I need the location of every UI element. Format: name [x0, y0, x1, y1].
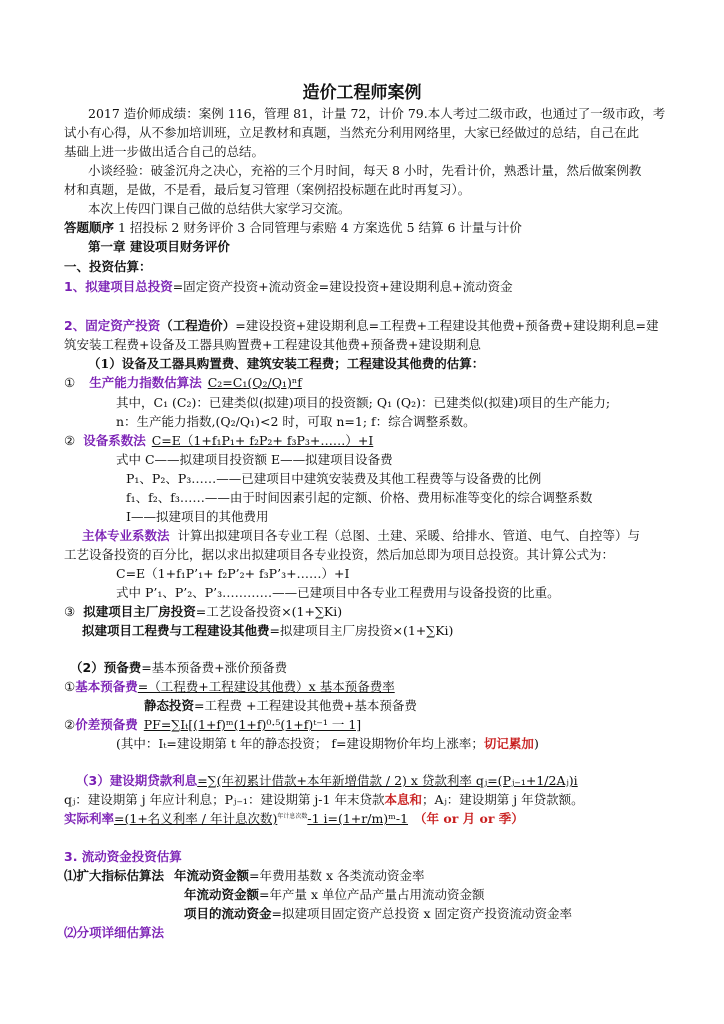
fixed-asset-line-2: 筑安装工程费+设备及工器具购置费+工程建设其他费+预备费+建设期利息 — [64, 337, 481, 352]
static-investment-label: 静态投资 — [144, 698, 195, 713]
chapter-heading: 第一章 建设项目财务评价 — [88, 239, 230, 254]
page-title: 造价工程师案例 — [302, 83, 422, 103]
total-investment-text: =固定资产投资+流动资金=建设投资+建设期利息+流动资金 — [172, 279, 513, 294]
method-3-note: 式中 P’₁、P’₂、P’₃…………——已建项目中各专业工程费用与设备投资的比重。 — [116, 585, 560, 600]
fixed-asset-line-1 — [64, 318, 659, 334]
loan-note-text-a: qⱼ：建设期第 j 年应计利息；Pⱼ₋₁：建设期第 j-1 年末贷款 — [64, 792, 385, 807]
method-1-formula: C₂=C₁(Q₂/Q₁)ⁿf — [207, 375, 302, 390]
price-reserve-label: 价差预备费 — [75, 717, 138, 732]
section-working-capital: 3. 流动资金投资估算 — [64, 849, 182, 864]
reserve-fund — [70, 660, 287, 676]
annual-capital-text-2: =年产量 x 单位产品产量占用流动资金额 — [259, 887, 485, 902]
loan-interest-formula: =∑(年初累计借款+本年新增借款 / 2) x 贷款利率 qⱼ=(Pⱼ₋₁+1/2Aⱼ)i — [197, 773, 578, 788]
basic-reserve — [64, 679, 395, 695]
annual-capital-2 — [184, 887, 485, 903]
price-reserve-note-red: 切记累加 — [483, 736, 534, 751]
intro-line-3: 基础上进一步做出适合自己的总结。 — [64, 144, 265, 159]
method-2-number: ② — [64, 433, 76, 448]
price-reserve-formula: PF=∑Iₜ[(1+f)ᵐ(1+f)⁰·⁵(1+f)ᵗ⁻¹ 一 1] — [143, 717, 362, 732]
expanded-index-method — [64, 868, 425, 884]
reserve-2-number: ② — [64, 717, 76, 732]
effective-rate-label: 实际利率 — [64, 811, 115, 826]
effective-rate — [64, 811, 524, 827]
effective-rate-period: （年 or 月 or 季） — [414, 811, 524, 826]
section-heading-1: 一、投资估算： — [64, 259, 152, 274]
method-1-note-1: 其中，C₁ (C₂)：已建类似(拟建)项目的投资额; Q₁ (Q₂)：已建类似(拟建)项目的生产能力; — [116, 395, 611, 410]
method-2-formula: C=E（1+f₁P₁+ f₂P₂+ f₃P₃+……）+I — [151, 433, 374, 448]
project-capital-text: =拟建项目固定资产总投资 x 固定资产投资流动资金率 — [271, 906, 572, 921]
fixed-asset-text: =建设投资+建设期利息=工程费+工程建设其他费+预备费+建设期利息=建 — [235, 318, 659, 333]
intro-line-2: 试小有心得，从不参加培训班，立足教材和真题，当然充分利用网络里，大家已经做过的总结，自己在此 — [64, 125, 640, 140]
method-3-text-1: 计算出拟建项目各专业工程（总图、土建、采暖、给排水、管道、电气、自控等）与 — [177, 528, 641, 543]
answer-order — [64, 220, 522, 236]
annual-capital-label-2: 年流动资金额 — [184, 887, 260, 902]
method-4-label: 拟建项目主厂房投资 — [83, 604, 196, 619]
price-reserve-note — [116, 736, 539, 752]
method-equipment-factor — [64, 433, 373, 449]
effective-rate-formula: =(1+名义利率 / 年计息次数) — [114, 811, 278, 826]
engineering-cost — [82, 623, 453, 639]
static-investment-text: =工程费 +工程建设其他费+基本预备费 — [194, 698, 417, 713]
project-capital — [184, 906, 572, 922]
method-4-text: =工艺设备投资×(1+∑Ki) — [195, 604, 343, 619]
method-capacity-index — [64, 375, 302, 391]
total-investment-label: 1、拟建项目总投资 — [64, 279, 173, 294]
loan-interest — [76, 773, 578, 789]
project-capital-label: 项目的流动资金 — [184, 906, 272, 921]
loan-interest-label: （3）建设期贷款利息 — [76, 773, 198, 788]
method-2-note-2: P₁、P₂、P₃……——已建项目中建筑安装费及其他工程费等与设备费的比例 — [126, 471, 542, 486]
intro-line-6: 本次上传四门课自己做的总结供大家学习交流。 — [88, 201, 351, 216]
effective-rate-formula-b: -1 i=(1+r/m)ᵐ-1 — [307, 811, 409, 826]
fixed-asset-label: 2、固定资产投资 — [64, 318, 161, 333]
method-2-note-4: I——拟建项目的其他费用 — [126, 509, 269, 524]
answer-order-text: 1 招投标 2 财务评价 3 合同管理与索赔 4 方案选优 5 结算 6 计量与计价 — [114, 220, 522, 235]
loan-note-red: 本息和 — [384, 792, 422, 807]
loan-note-text-b: ；Aⱼ：建设期第 j 年贷款额。 — [421, 792, 584, 807]
method-2-note-3: f₁、f₂、f₃……——由于时间因素引起的定额、价格、费用标准等变化的综合调整系数 — [126, 490, 593, 505]
basic-reserve-text: =（工程费+工程建设其他费）x 基本预备费率 — [137, 679, 395, 694]
reserve-1-number: ① — [64, 679, 76, 694]
reserve-label: （2）预备费 — [70, 660, 142, 675]
expanded-index-label: ⑴扩大指标估算法 — [64, 868, 165, 883]
total-investment — [64, 279, 513, 295]
annual-capital-label-1: 年流动资金额 — [174, 868, 250, 883]
basic-reserve-label: 基本预备费 — [75, 679, 138, 694]
price-reserve — [64, 717, 361, 733]
price-reserve-note-text: (其中：Iₜ=建设期第 t 年的静态投资； f=建设期物价年均上涨率； — [116, 736, 484, 751]
method-1-label: 生产能力指数估算法 — [89, 375, 202, 390]
static-investment — [144, 698, 417, 714]
itemized-estimation-method: ⑵分项详细估算法 — [64, 925, 165, 940]
fixed-asset-paren: （工程造价） — [160, 318, 236, 333]
method-4-text-2: =拟建项目主厂房投资×(1+∑Ki) — [269, 623, 454, 638]
method-4-label-2: 拟建项目工程费与工程建设其他费 — [82, 623, 270, 638]
method-2-label: 设备系数法 — [83, 433, 146, 448]
intro-line-5: 材和真题，是做，不是看，最后复习管理（案例招投标题在此时再复习）。 — [64, 182, 471, 197]
method-3-text-2: 工艺设备投资的百分比，据以求出拟建项目各专业投资，然后加总即为项目总投资。其计算公式为： — [64, 547, 615, 562]
annual-capital-text-1: =年费用基数 x 各类流动资金率 — [249, 868, 425, 883]
reserve-text: =基本预备费+涨价预备费 — [141, 660, 288, 675]
intro-line-4: 小谈经验：破釜沉舟之决心，充裕的三个月时间，每天 8 小时，先看计价，熟悉计量，然后做案例教 — [88, 163, 642, 178]
loan-interest-note — [64, 792, 584, 808]
subheading-equipment: （1）设备及工器具购置费、建筑安装工程费；工程建设其他费的估算： — [88, 356, 485, 371]
method-3-label: 主体专业系数法 — [82, 528, 170, 543]
method-1-number: ① — [64, 375, 76, 390]
method-4-number: ③ — [64, 604, 76, 619]
main-plant-investment — [64, 604, 342, 620]
intro-line-1: 2017 造价师成绩：案例 116，管理 81，计量 72，计价 79.本人考过二级市政，也通过了一级市政，考 — [88, 106, 666, 121]
method-3-formula: C=E（1+f₁P’₁+ f₂P’₂+ f₃P’₃+……）+I — [116, 566, 350, 581]
method-1-note-2: n：生产能力指数,(Q₂/Q₁)<2 时，可取 n=1; f：综合调整系数。 — [116, 414, 476, 429]
method-specialty-factor — [82, 528, 640, 544]
price-reserve-note-end: ) — [533, 736, 539, 751]
method-2-note-1: 式中 C——拟建项目投资额 E——拟建项目设备费 — [116, 452, 393, 467]
answer-order-label: 答题顺序 — [64, 220, 115, 235]
effective-rate-exponent: 年计息次数 — [277, 812, 308, 820]
